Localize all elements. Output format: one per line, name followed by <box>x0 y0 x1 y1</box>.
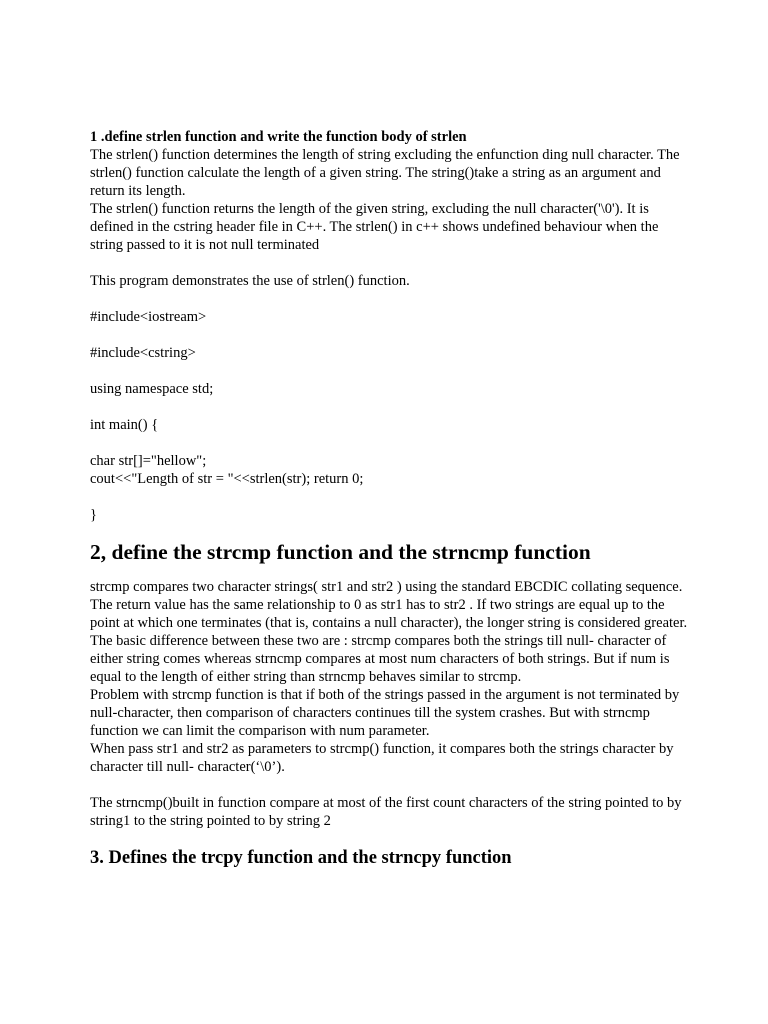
code-include-iostream: #include<iostream> <box>90 309 207 325</box>
section3-heading: 3. Defines the trcpy function and the strncpy function <box>90 848 512 868</box>
section2-paragraph-4: When pass str1 and str2 as parameters to strcmp() function, it compares both the strings character by character till null- character(‘\0’). <box>90 741 674 775</box>
code-main-close: } <box>90 507 97 523</box>
section2-heading: 2, define the strcmp function and the strncmp function <box>90 540 591 564</box>
section2-paragraph-5: The strncmp()built in function compare at most of the first count characters of the string pointed to by string1 to the string pointed to by string 2 <box>90 795 682 829</box>
section2-paragraph-3: Problem with strcmp function is that if both of the strings passed in the argument is not terminated by null-character, then comparison of characters continues till the system crashes. But with strncmp function we can limit the comparison with num parameter. <box>90 687 680 739</box>
code-main-open: int main() { <box>90 417 159 433</box>
section1-paragraph-2: The strlen() function returns the length of the given string, excluding the null character('\0'). It is defined in the cstring header file in C++. The strlen() in c++ shows undefined behaviour when the string passed to it is not null terminated <box>90 201 659 253</box>
section1-paragraph-1: The strlen() function determines the length of string excluding the enfunction ding null character. The strlen() function calculate the length of a given string. The string()take a string as an argument and return its length. <box>90 147 680 199</box>
code-char-decl: char str[]="hellow"; <box>90 453 207 469</box>
section2-paragraph-2: The basic difference between these two are : strcmp compares both the strings till null- character of either string comes whereas strncmp compares at most num characters of both strings. But if num is equal to the length of either string than strncmp behaves similar to strcmp. <box>90 633 670 685</box>
code-include-cstring: #include<cstring> <box>90 345 196 361</box>
document-page <box>90 128 690 870</box>
code-using-namespace: using namespace std; <box>90 381 214 397</box>
code-cout: cout<<"Length of str = "<<strlen(str); return 0; <box>90 471 364 487</box>
section2-paragraph-1: strcmp compares two character strings( str1 and str2 ) using the standard EBCDIC collating sequence. The return value has the same relationship to 0 as str1 has to str2 . If two strings are equal up to the point at which one terminates (that is, contains a null character), the longer string is considered greater. <box>90 579 688 631</box>
section1-heading: 1 .define strlen function and write the function body of strlen <box>90 129 467 145</box>
section1-paragraph-3: This program demonstrates the use of strlen() function. <box>90 273 410 289</box>
